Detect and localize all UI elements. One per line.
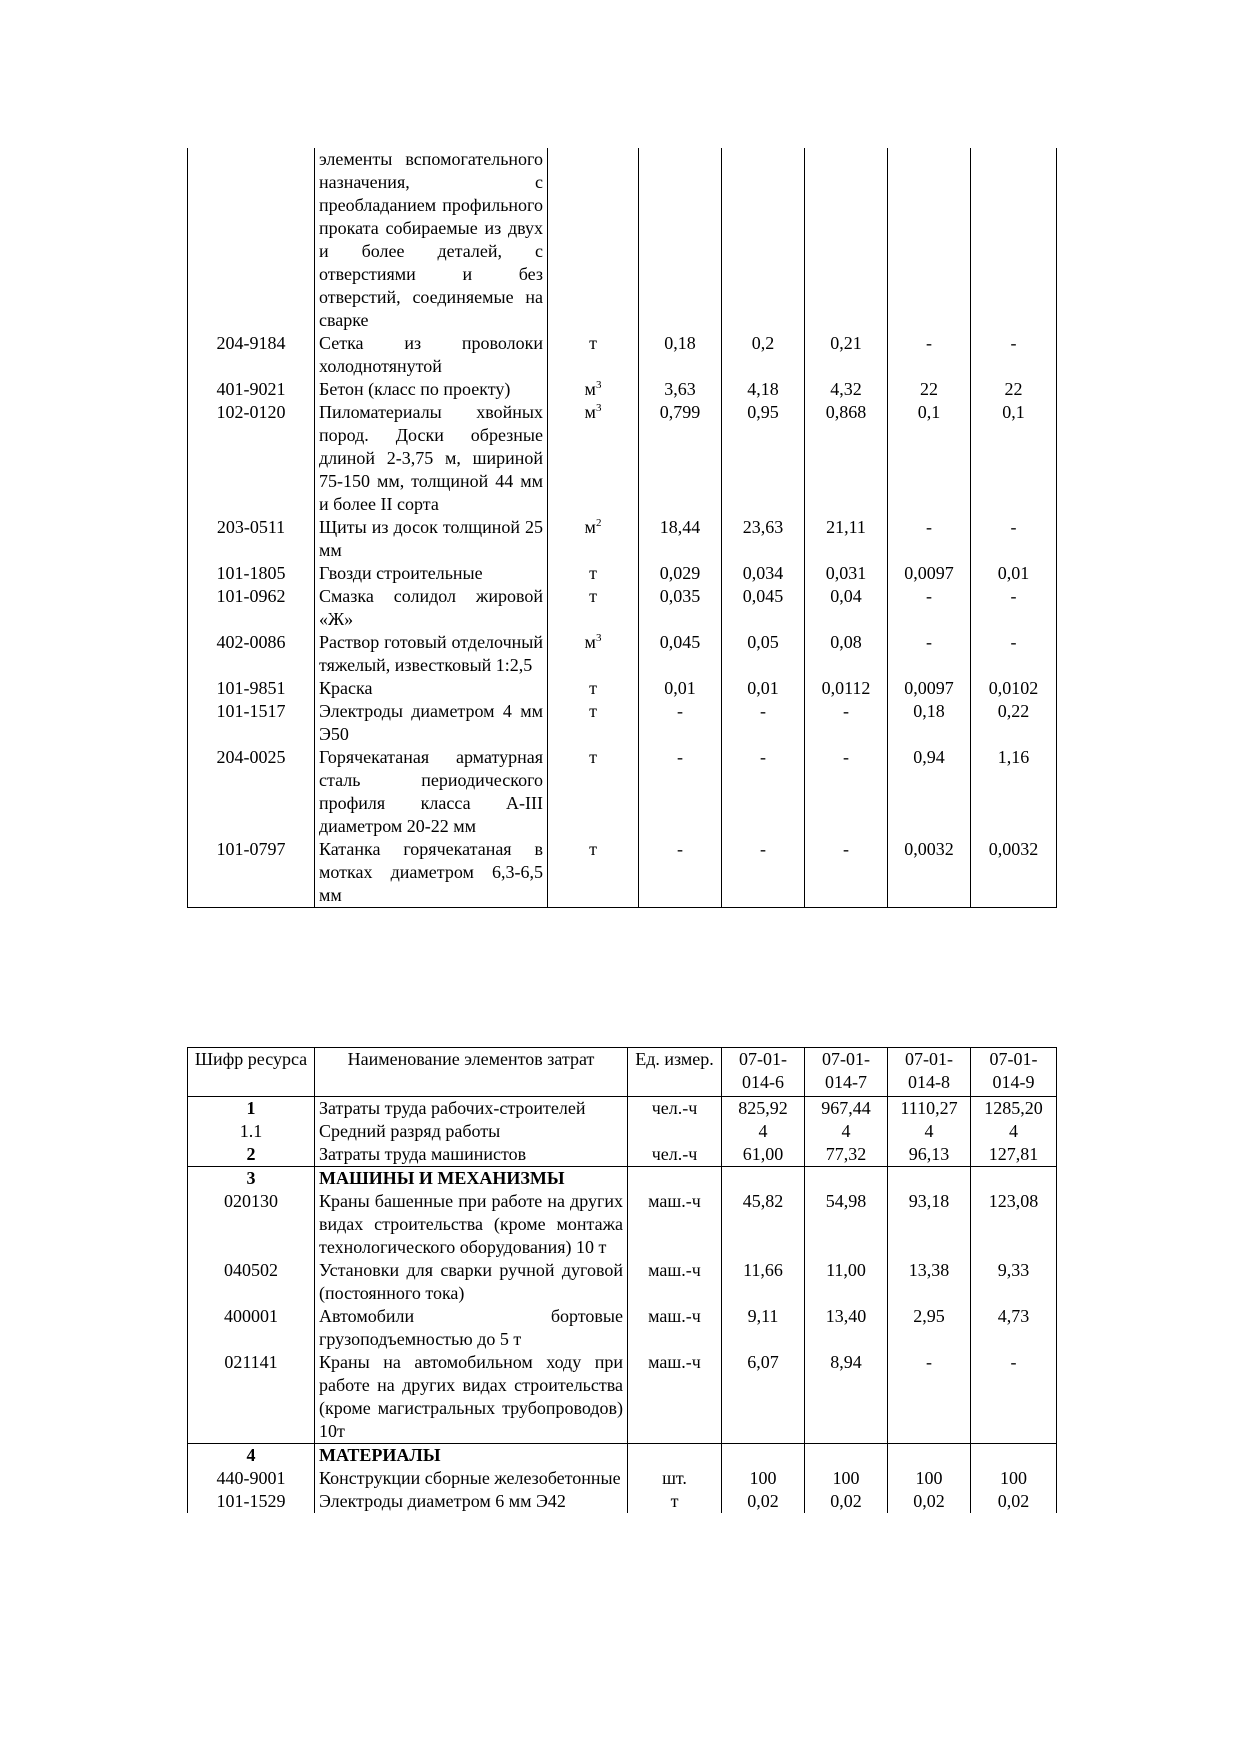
row-value-3: 0,21 (805, 332, 888, 378)
row-unit: т (628, 1490, 722, 1513)
header-unit: Ед. измер. (628, 1048, 722, 1097)
header-norm-3: 07-01-014-8 (888, 1048, 971, 1097)
row-unit: чел.-ч (628, 1143, 722, 1167)
row-value-5: - (971, 332, 1057, 378)
row-code: 102-0120 (188, 401, 315, 516)
table-row (188, 677, 1057, 700)
unit-text: м (584, 632, 596, 652)
header-resource-code: Шифр ресурса (188, 1048, 315, 1097)
header-norm-2: 07-01-014-7 (805, 1048, 888, 1097)
row-value-1: 0,045 (639, 631, 722, 677)
row-unit (548, 332, 639, 378)
row-value-5: 22 (971, 378, 1057, 401)
row-code: 101-1517 (188, 700, 315, 746)
row-value-3: 0,02 (888, 1490, 971, 1513)
row-code (188, 148, 315, 332)
row-unit (548, 746, 639, 838)
unit-text: т (589, 839, 597, 859)
row-value-4: - (888, 631, 971, 677)
table-row (188, 1351, 1057, 1444)
row-value-2: 0,2 (722, 332, 805, 378)
unit-text: т (589, 586, 597, 606)
row-value-3: 2,95 (888, 1305, 971, 1351)
row-value-1: 6,07 (722, 1351, 805, 1444)
table-row (188, 585, 1057, 631)
row-value-4: 0,1 (888, 401, 971, 516)
header-norm-4: 07-01-014-9 (971, 1048, 1057, 1097)
table-row (188, 1305, 1057, 1351)
row-value-3: 13,38 (888, 1259, 971, 1305)
row-unit: шт. (628, 1467, 722, 1490)
row-name: Пиломатериалы хвойных пород. Доски обрезные длиной 2-3,75 м, шириной 75-150 мм, толщиной 44 мм и более II сорта (315, 401, 548, 516)
row-value-4: 1285,20 (971, 1097, 1057, 1121)
unit-exponent: 3 (595, 379, 602, 391)
row-value-2: 54,98 (805, 1190, 888, 1259)
row-value-4: 0,02 (971, 1490, 1057, 1513)
row-name: Смазка солидол жировой «Ж» (315, 585, 548, 631)
row-value-2 (722, 148, 805, 332)
table-row (188, 838, 1057, 908)
row-code: 402-0086 (188, 631, 315, 677)
materials-continuation-body (188, 148, 1057, 908)
row-value-2: 4 (805, 1120, 888, 1143)
row-code: 204-0025 (188, 746, 315, 838)
row-value-4: 0,0097 (888, 677, 971, 700)
row-value-3: 96,13 (888, 1143, 971, 1167)
row-value-3: 4 (888, 1120, 971, 1143)
unit-exponent: 2 (595, 517, 602, 529)
row-value-5: 0,0032 (971, 838, 1057, 908)
row-value-3: - (805, 838, 888, 908)
row-name: Затраты труда рабочих-строителей (315, 1097, 628, 1121)
row-value-3: 21,11 (805, 516, 888, 562)
row-value-1: 61,00 (722, 1143, 805, 1167)
row-value-2: 77,32 (805, 1143, 888, 1167)
row-unit (548, 677, 639, 700)
row-value-1: 0,01 (639, 677, 722, 700)
table-row (188, 700, 1057, 746)
row-value-4 (888, 148, 971, 332)
row-name: Краска (315, 677, 548, 700)
row-value-4: 9,33 (971, 1259, 1057, 1305)
row-value-3: 100 (888, 1467, 971, 1490)
row-code: 440-9001 (188, 1467, 315, 1490)
row-name: Затраты труда машинистов (315, 1143, 628, 1167)
row-value-1: 0,029 (639, 562, 722, 585)
row-value-1: 0,02 (722, 1490, 805, 1513)
row-value-5: 0,0102 (971, 677, 1057, 700)
row-value-1: 3,63 (639, 378, 722, 401)
row-value-1: 100 (722, 1467, 805, 1490)
row-value-5: - (971, 585, 1057, 631)
row-unit (548, 838, 639, 908)
unit-text: т (589, 701, 597, 721)
row-unit (548, 562, 639, 585)
row-value-2: 23,63 (722, 516, 805, 562)
table-row (188, 631, 1057, 677)
row-unit: маш.-ч (628, 1351, 722, 1444)
resource-cost-table (187, 1047, 1057, 1513)
row-value-3: 93,18 (888, 1190, 971, 1259)
row-value-3 (805, 148, 888, 332)
row-code: 020130 (188, 1190, 315, 1259)
labor-grade-row (188, 1120, 1057, 1143)
row-value-5: 0,01 (971, 562, 1057, 585)
table-row (188, 1259, 1057, 1305)
row-value-4: - (888, 332, 971, 378)
row-value-3: 0,0112 (805, 677, 888, 700)
row-value-2: 0,01 (722, 677, 805, 700)
row-value-5: - (971, 631, 1057, 677)
row-value-5: - (971, 516, 1057, 562)
section-code: 4 (188, 1444, 315, 1468)
row-value-4: 0,0032 (888, 838, 971, 908)
row-name: Сетка из проволоки холоднотянутой (315, 332, 548, 378)
unit-text: т (589, 563, 597, 583)
row-value-3: 0,031 (805, 562, 888, 585)
unit-text: т (589, 678, 597, 698)
row-name: Средний разряд работы (315, 1120, 628, 1143)
row-value-1: 0,035 (639, 585, 722, 631)
row-code: 204-9184 (188, 332, 315, 378)
row-code: 1.1 (188, 1120, 315, 1143)
materials-body (188, 1467, 1057, 1513)
row-code: 021141 (188, 1351, 315, 1444)
row-unit: маш.-ч (628, 1190, 722, 1259)
section-title: МАТЕРИАЛЫ (315, 1444, 628, 1468)
row-value-1: - (639, 838, 722, 908)
unit-exponent: 3 (595, 632, 602, 644)
row-value-2: 13,40 (805, 1305, 888, 1351)
row-value-1: 0,18 (639, 332, 722, 378)
row-name: Электроды диаметром 4 мм Э50 (315, 700, 548, 746)
row-code: 101-9851 (188, 677, 315, 700)
row-name: Раствор готовый отделочный тяжелый, известковый 1:2,5 (315, 631, 548, 677)
row-value-1: - (639, 700, 722, 746)
row-value-2: 967,44 (805, 1097, 888, 1121)
row-value-5: 0,1 (971, 401, 1057, 516)
row-name: Автомобили бортовые грузоподъемностью до 5 т (315, 1305, 628, 1351)
row-value-2: - (722, 700, 805, 746)
row-value-1 (639, 148, 722, 332)
row-value-3: 4,32 (805, 378, 888, 401)
row-value-4: 0,18 (888, 700, 971, 746)
materials-section-header (188, 1444, 1057, 1468)
table-row (188, 378, 1057, 401)
table-row (188, 1190, 1057, 1259)
row-value-1: 0,799 (639, 401, 722, 516)
row-value-1: 4 (722, 1120, 805, 1143)
row-value-4: 22 (888, 378, 971, 401)
row-value-3: 0,08 (805, 631, 888, 677)
row-value-2: 0,05 (722, 631, 805, 677)
row-value-4: - (888, 585, 971, 631)
row-code: 2 (188, 1143, 315, 1167)
row-value-3: - (805, 700, 888, 746)
row-unit (548, 585, 639, 631)
row-value-4: 127,81 (971, 1143, 1057, 1167)
row-value-3: - (888, 1351, 971, 1444)
table-row (188, 562, 1057, 585)
row-unit (548, 631, 639, 677)
row-value-2: - (722, 838, 805, 908)
row-value-2: 100 (805, 1467, 888, 1490)
table-row (188, 1467, 1057, 1490)
row-value-2: 4,18 (722, 378, 805, 401)
row-value-4: 4,73 (971, 1305, 1057, 1351)
labor-operators-row (188, 1143, 1057, 1167)
row-value-5 (971, 148, 1057, 332)
section-code: 3 (188, 1167, 315, 1191)
row-value-4: 4 (971, 1120, 1057, 1143)
row-code: 101-1805 (188, 562, 315, 585)
row-value-2: 11,00 (805, 1259, 888, 1305)
row-code: 101-0962 (188, 585, 315, 631)
machines-section-header (188, 1167, 1057, 1191)
row-value-1: 18,44 (639, 516, 722, 562)
unit-text: т (589, 747, 597, 767)
table-row (188, 401, 1057, 516)
row-name: Бетон (класс по проекту) (315, 378, 548, 401)
row-value-4: 100 (971, 1467, 1057, 1490)
row-name: элементы вспомогательного назначения, с преобладанием профильного проката собираемые из двух и более деталей, с отверстиями и без отверстий, соединяемые на сварке (315, 148, 548, 332)
row-value-4: - (888, 516, 971, 562)
table-row (188, 332, 1057, 378)
header-norm-1: 07-01-014-6 (722, 1048, 805, 1097)
row-value-1: 11,66 (722, 1259, 805, 1305)
row-unit (548, 700, 639, 746)
table-header-row (188, 1048, 1057, 1097)
row-unit (548, 378, 639, 401)
row-code: 400001 (188, 1305, 315, 1351)
row-code: 101-1529 (188, 1490, 315, 1513)
row-value-1: 45,82 (722, 1190, 805, 1259)
row-code: 040502 (188, 1259, 315, 1305)
row-value-3: - (805, 746, 888, 838)
table-row (188, 148, 1057, 332)
row-unit: чел.-ч (628, 1097, 722, 1121)
table-row (188, 1490, 1057, 1513)
table-row (188, 516, 1057, 562)
table-row (188, 746, 1057, 838)
row-value-4: 0,94 (888, 746, 971, 838)
header-cost-element-name: Наименование элементов затрат (315, 1048, 628, 1097)
row-unit (548, 516, 639, 562)
row-value-2: 8,94 (805, 1351, 888, 1444)
row-value-1: - (639, 746, 722, 838)
materials-continuation-table (187, 148, 1057, 908)
row-value-4: - (971, 1351, 1057, 1444)
row-value-1: 825,92 (722, 1097, 805, 1121)
row-value-2: 0,02 (805, 1490, 888, 1513)
row-unit (548, 401, 639, 516)
row-value-3: 0,04 (805, 585, 888, 631)
row-name: Конструкции сборные железобетонные (315, 1467, 628, 1490)
unit-text: м (584, 379, 596, 399)
row-value-2: 0,045 (722, 585, 805, 631)
row-unit (628, 1120, 722, 1143)
row-unit (548, 148, 639, 332)
row-name: Электроды диаметром 6 мм Э42 (315, 1490, 628, 1513)
machines-body (188, 1190, 1057, 1444)
row-name: Краны на автомобильном ходу при работе на других видах строительства (кроме магистральных трубопроводов) 10т (315, 1351, 628, 1444)
row-code: 101-0797 (188, 838, 315, 908)
row-name: Катанка горячекатаная в мотках диаметром 6,3-6,5 мм (315, 838, 548, 908)
row-value-2: - (722, 746, 805, 838)
row-value-3: 0,868 (805, 401, 888, 516)
row-unit: маш.-ч (628, 1259, 722, 1305)
row-name: Установки для сварки ручной дуговой (постоянного тока) (315, 1259, 628, 1305)
unit-text: м (584, 517, 596, 537)
row-code: 203-0511 (188, 516, 315, 562)
row-name: Горячекатаная арматурная сталь периодического профиля класса А-III диаметром 20-22 мм (315, 746, 548, 838)
unit-exponent: 3 (595, 402, 602, 414)
unit-text: м (584, 402, 596, 422)
row-name: Щиты из досок толщиной 25 мм (315, 516, 548, 562)
row-unit: маш.-ч (628, 1305, 722, 1351)
row-name: Краны башенные при работе на других видах строительства (кроме монтажа технологического оборудования) 10 т (315, 1190, 628, 1259)
row-value-2: 0,034 (722, 562, 805, 585)
row-name: Гвозди строительные (315, 562, 548, 585)
section-title: МАШИНЫ И МЕХАНИЗМЫ (315, 1167, 628, 1191)
row-code: 1 (188, 1097, 315, 1121)
unit-text: т (589, 333, 597, 353)
row-value-4: 0,0097 (888, 562, 971, 585)
row-code: 401-9021 (188, 378, 315, 401)
row-value-1: 9,11 (722, 1305, 805, 1351)
labor-workers-row (188, 1097, 1057, 1121)
row-value-5: 1,16 (971, 746, 1057, 838)
row-value-2: 0,95 (722, 401, 805, 516)
row-value-5: 0,22 (971, 700, 1057, 746)
row-value-3: 1110,27 (888, 1097, 971, 1121)
row-value-4: 123,08 (971, 1190, 1057, 1259)
